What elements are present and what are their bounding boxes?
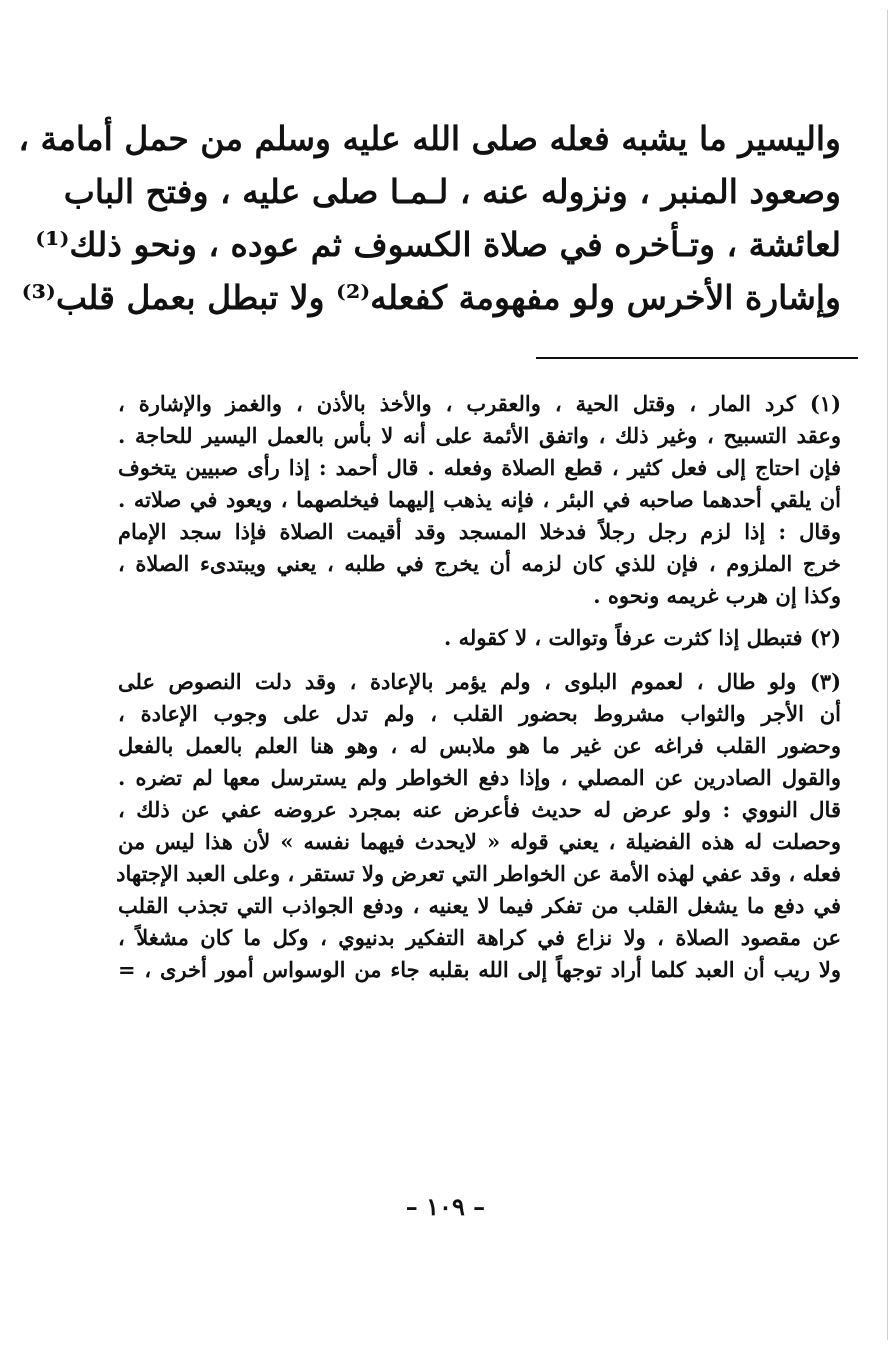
footnote-line: وعقد التسبيح ، وغير ذلك ، واتفق الأئمة على أنه لا بأس بالعمل اليسير للحاجة . — [118, 423, 841, 448]
main-text — [18, 112, 841, 324]
footnote-line: وحصلت له هذه الفضيلة ، يعني قوله « لايحدث فيهما نفسه » لأن هذا ليس من — [118, 829, 841, 854]
footnote-2 — [118, 622, 841, 654]
footnote-line: فإن احتاج إلى فعل كثير ، قطع الصلاة وفعله . قال أحمد : إذا رأى صبيين يتخوف — [118, 455, 841, 480]
footnote-line: (٢) فتبطل إذا كثرت عرفاً وتوالت ، لا كقوله . — [444, 625, 841, 650]
footnote-line: عن مقصود الصلاة ، ولا نزاع في كراهة التفكير بدنيوي ، وكل ما كان مشغلاً ، — [118, 925, 841, 950]
footnote-line: وحضور القلب فراغه عن غير ما هو ملابس له ، وهو هنا العلم بالعمل بالفعل — [118, 733, 841, 758]
footnote-line: أن الأجر والثواب مشروط بحضور القلب ، ولم تدل على وجوب الإعادة ، — [118, 701, 841, 726]
footnote-line: (٣) ولو طال ، لعموم البلوى ، ولم يؤمر بالإعادة ، وقد دلت النصوص على — [118, 669, 841, 694]
footnote-line: ولا ريب أن العبد كلما أراد توجهاً إلى الله بقلبه جاء من الوسواس أمور أخرى ، = — [118, 957, 841, 982]
main-text-line: وصعود المنبر ، ونزوله عنه ، لـمـا صلى عليه ، وفتح الباب — [63, 172, 841, 211]
footnote-3 — [118, 666, 841, 986]
page-number: – ١٠٩ – — [405, 1192, 486, 1221]
page-edge-line — [887, 10, 888, 1340]
footnote-line: والقول الصادرين عن المصلي ، وإذا دفع الخواطر ولم يسترسل معها لم تضره . — [118, 765, 841, 790]
footnote-line: خرج الملزوم ، فإن للذي كان لزمه أن يخرج في طلبه ، يعني ويبتدىء الصلاة ، — [118, 551, 841, 576]
footnote-line: فعله ، وقد عفي لهذه الأمة عن الخواطر التي تعرض ولا تستقر ، وعلى العبد الإجتهاد — [116, 861, 841, 886]
main-text-line: وإشارة الأخرس ولو مفهومة كفعله⁽²⁾ ولا تبطل بعمل قلب⁽³⁾ — [21, 278, 841, 317]
main-text-line: واليسير ما يشبه فعله صلى الله عليه وسلم من حمل أمامة ، — [18, 119, 841, 158]
main-text-line: لعائشة ، وتـأخره في صلاة الكسوف ثم عوده ، ونحو ذلك⁽¹⁾ — [35, 225, 841, 264]
footnote-line: (١) كرد المار ، وقتل الحية ، والعقرب ، والأخذ بالأذن ، والغمز والإشارة ، — [118, 391, 841, 416]
footnote-separator — [536, 357, 858, 359]
footnote-line: أن يلقي أحدهما صاحبه في البئر ، فإنه يذهب إليهما فيخلصهما ، ويعود في صلاته . — [118, 487, 841, 512]
footnotes — [118, 388, 841, 986]
footnote-1 — [118, 388, 841, 612]
footnote-line: قال النووي : ولو عرض له حديث فأعرض عنه بمجرد عروضه عفي عن ذلك ، — [118, 797, 841, 822]
footnote-line: وقال : إذا لزم رجل رجلاً فدخلا المسجد وقد أقيمت الصلاة فإذا سجد الإمام — [118, 519, 841, 544]
footnote-line: وكذا إن هرب غريمه ونحوه . — [593, 583, 841, 608]
footnote-line: في دفع ما يشغل القلب من تفكر فيما لا يعنيه ، ودفع الجواذب التي تجذب القلب — [118, 893, 841, 918]
